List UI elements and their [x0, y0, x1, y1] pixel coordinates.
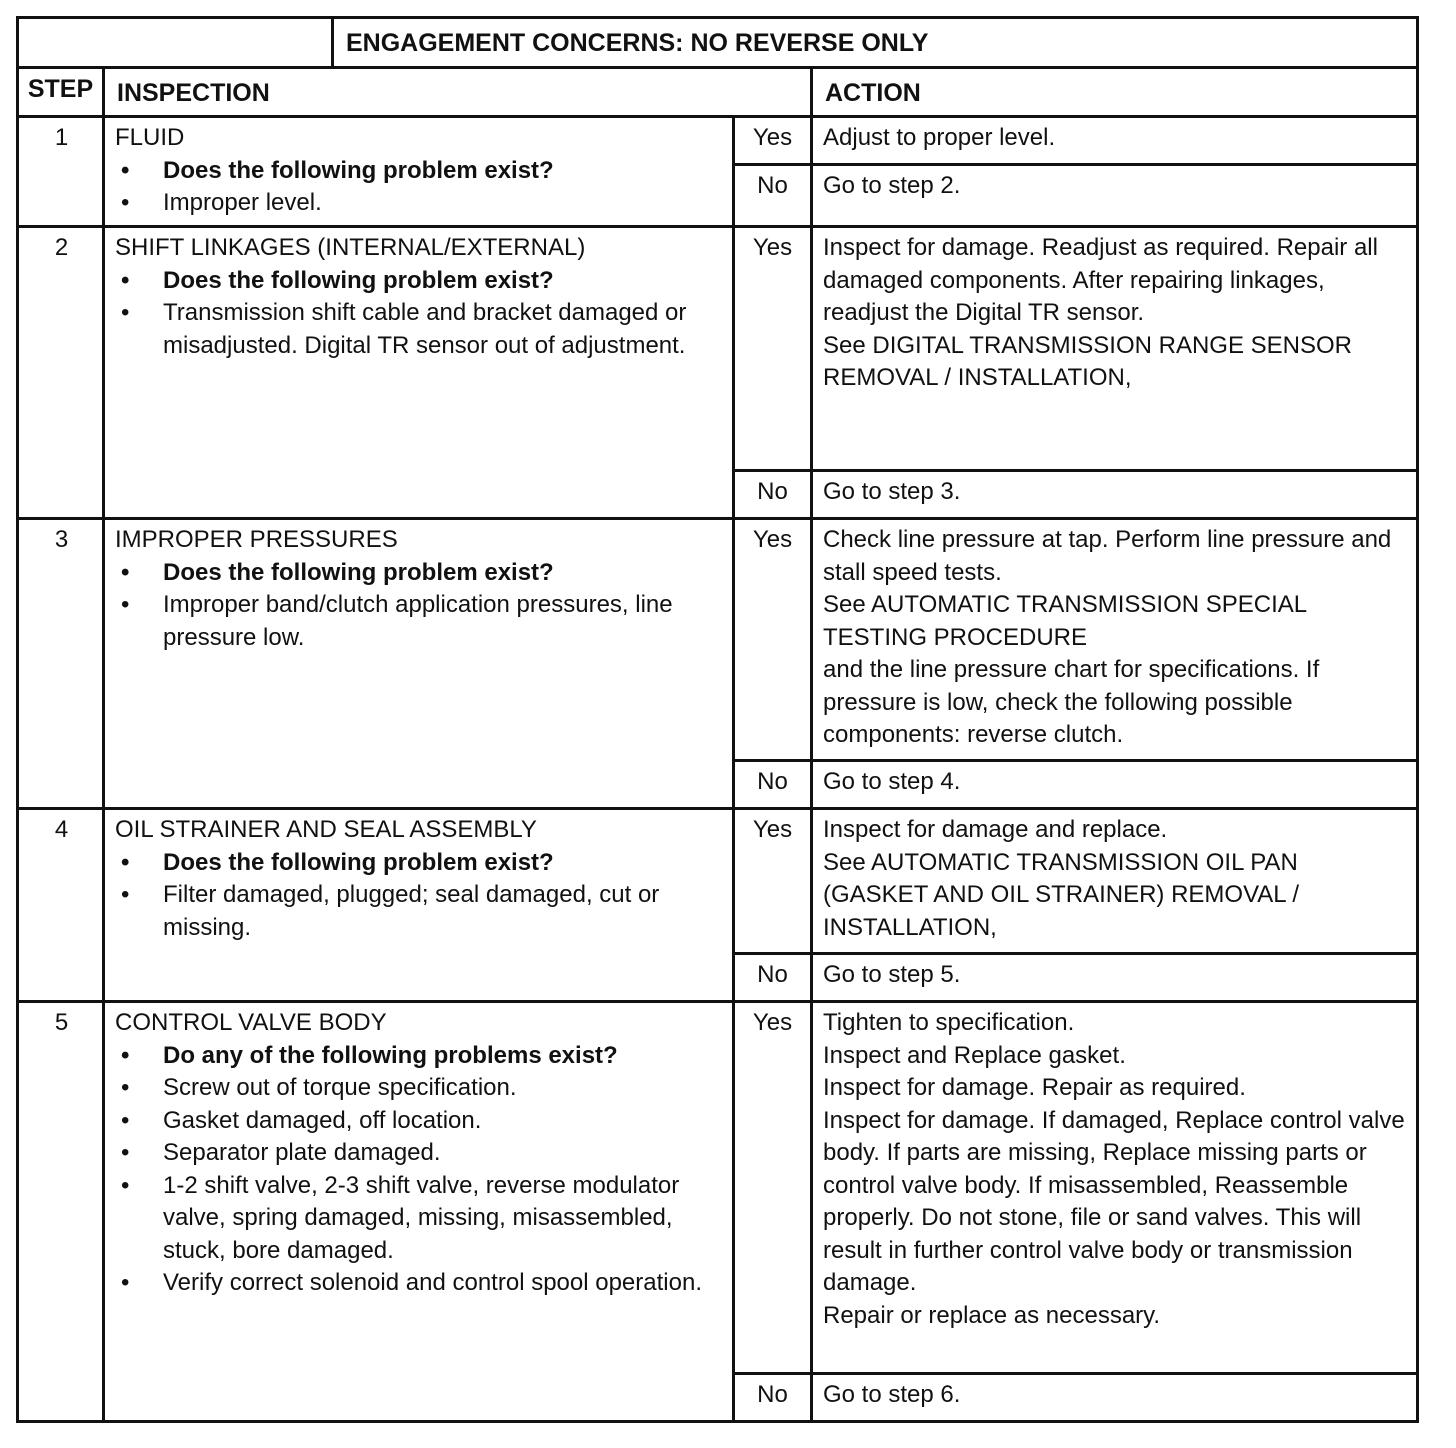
table-title: ENGAGEMENT CONCERNS: NO REVERSE ONLY: [333, 18, 1418, 68]
diagnostic-table-sheet: [16, 16, 1416, 1423]
yes-action-line: See DIGITAL TRANSMISSION RANGE SENSOR REMOVAL / INSTALLATION,: [823, 331, 1353, 391]
inspection-bullet: • Verify correct solenoid and control spool operation.: [115, 1267, 724, 1300]
no-action: Go to step 2.: [812, 165, 1418, 227]
inspection-bullet: • Improper level.: [115, 187, 724, 220]
step-row-5-yes: [18, 1002, 1418, 1374]
no-label: No: [734, 471, 812, 519]
yes-label: Yes: [734, 809, 812, 954]
no-label: No: [734, 165, 812, 227]
inspection-title: SHIFT LINKAGES (INTERNAL/EXTERNAL): [115, 234, 586, 261]
no-label: No: [734, 761, 812, 809]
inspection-question: • Does the following problem exist?: [115, 155, 724, 188]
yes-action-line: Inspect for damage. Repair as required.: [823, 1074, 1246, 1101]
yes-action-line: See AUTOMATIC TRANSMISSION OIL PAN (GASKET AND OIL STRAINER) REMOVAL / INSTALLATION,: [823, 848, 1300, 941]
step-row-1-yes: [18, 117, 1418, 165]
step-number: 5: [18, 1002, 104, 1422]
inspection-bullet: • Transmission shift cable and bracket damaged or misadjusted. Digital TR sensor out of adjustment.: [115, 297, 724, 362]
inspection-question: • Does the following problem exist?: [115, 557, 724, 590]
no-label: No: [734, 954, 812, 1002]
no-action: Go to step 5.: [812, 954, 1418, 1002]
inspection-list: [115, 557, 724, 655]
inspection-title: FLUID: [115, 124, 185, 151]
inspection-cell: [104, 117, 734, 227]
yes-action-line: Inspect for damage. Readjust as required. Repair all damaged components. After repairing linkages, readjust the Digital TR sensor.: [823, 234, 1378, 326]
inspection-cell: [104, 227, 734, 519]
yes-action: [812, 809, 1418, 954]
inspection-title: CONTROL VALVE BODY: [115, 1009, 387, 1036]
step-row-3-yes: [18, 519, 1418, 761]
yes-action: [812, 519, 1418, 761]
step-row-2-yes: [18, 227, 1418, 471]
title-blank-cell: [18, 18, 333, 68]
yes-label: Yes: [734, 1002, 812, 1374]
inspection-list: [115, 847, 724, 945]
title-row: [18, 18, 1418, 68]
yes-action-line: Check line pressure at tap. Perform line pressure and stall speed tests.: [823, 526, 1392, 586]
inspection-list: [115, 155, 724, 220]
inspection-list: [115, 265, 724, 363]
inspection-question: • Does the following problem exist?: [115, 847, 724, 880]
yes-action-line: Inspect for damage. If damaged, Replace control valve body. If parts are missing, Replace missing parts or control valve body. If misassembled, Reassemble properly. Do not stone, file or sand valves. This will result in further control valve body or transmission damage.: [823, 1106, 1405, 1296]
yes-action-line: Tighten to specification.: [823, 1009, 1075, 1036]
yes-action: [812, 117, 1418, 165]
inspection-bullet: • 1-2 shift valve, 2-3 shift valve, reverse modulator valve, spring damaged, missing, misassembled, stuck, bore damaged.: [115, 1170, 724, 1268]
inspection-cell: [104, 809, 734, 1002]
header-action: ACTION: [812, 68, 1418, 117]
step-row-4-yes: [18, 809, 1418, 954]
header-inspection: INSPECTION: [104, 68, 812, 117]
yes-action-line: Inspect for damage and replace.: [823, 816, 1168, 843]
yes-label: Yes: [734, 519, 812, 761]
yes-action-line: and the line pressure chart for specifications. If pressure is low, check the following possible components: reverse clutch.: [823, 656, 1320, 748]
yes-label: Yes: [734, 117, 812, 165]
no-action: Go to step 6.: [812, 1374, 1418, 1422]
step-number: 4: [18, 809, 104, 1002]
header-step: STEP: [18, 68, 104, 117]
yes-label: Yes: [734, 227, 812, 471]
header-row: [18, 68, 1418, 117]
no-action: Go to step 4.: [812, 761, 1418, 809]
step-number: 3: [18, 519, 104, 809]
yes-action-line: Repair or replace as necessary.: [823, 1301, 1161, 1329]
yes-action: [812, 1002, 1418, 1374]
inspection-title: IMPROPER PRESSURES: [115, 526, 398, 553]
step-number: 2: [18, 227, 104, 519]
yes-action-line: Inspect and Replace gasket.: [823, 1041, 1126, 1069]
inspection-question: • Does the following problem exist?: [115, 265, 724, 298]
inspection-cell: [104, 519, 734, 809]
step-number: 1: [18, 117, 104, 227]
inspection-bullet: • Separator plate damaged.: [115, 1137, 724, 1170]
inspection-bullet: • Screw out of torque specification.: [115, 1072, 724, 1105]
inspection-bullet: • Gasket damaged, off location.: [115, 1105, 724, 1138]
inspection-cell: [104, 1002, 734, 1422]
diagnostic-table: [16, 16, 1419, 1423]
yes-action: [812, 227, 1418, 471]
inspection-bullet: • Improper band/clutch application pressures, line pressure low.: [115, 589, 724, 654]
inspection-list: [115, 1040, 724, 1300]
yes-action-line: Adjust to proper level.: [823, 124, 1056, 151]
no-action: Go to step 3.: [812, 471, 1418, 519]
inspection-question: • Do any of the following problems exist?: [115, 1040, 724, 1073]
inspection-bullet: • Filter damaged, plugged; seal damaged, cut or missing.: [115, 879, 724, 944]
inspection-title: OIL STRAINER AND SEAL ASSEMBLY: [115, 816, 537, 843]
no-label: No: [734, 1374, 812, 1422]
yes-action-line: See AUTOMATIC TRANSMISSION SPECIAL TESTING PROCEDURE: [823, 591, 1307, 651]
